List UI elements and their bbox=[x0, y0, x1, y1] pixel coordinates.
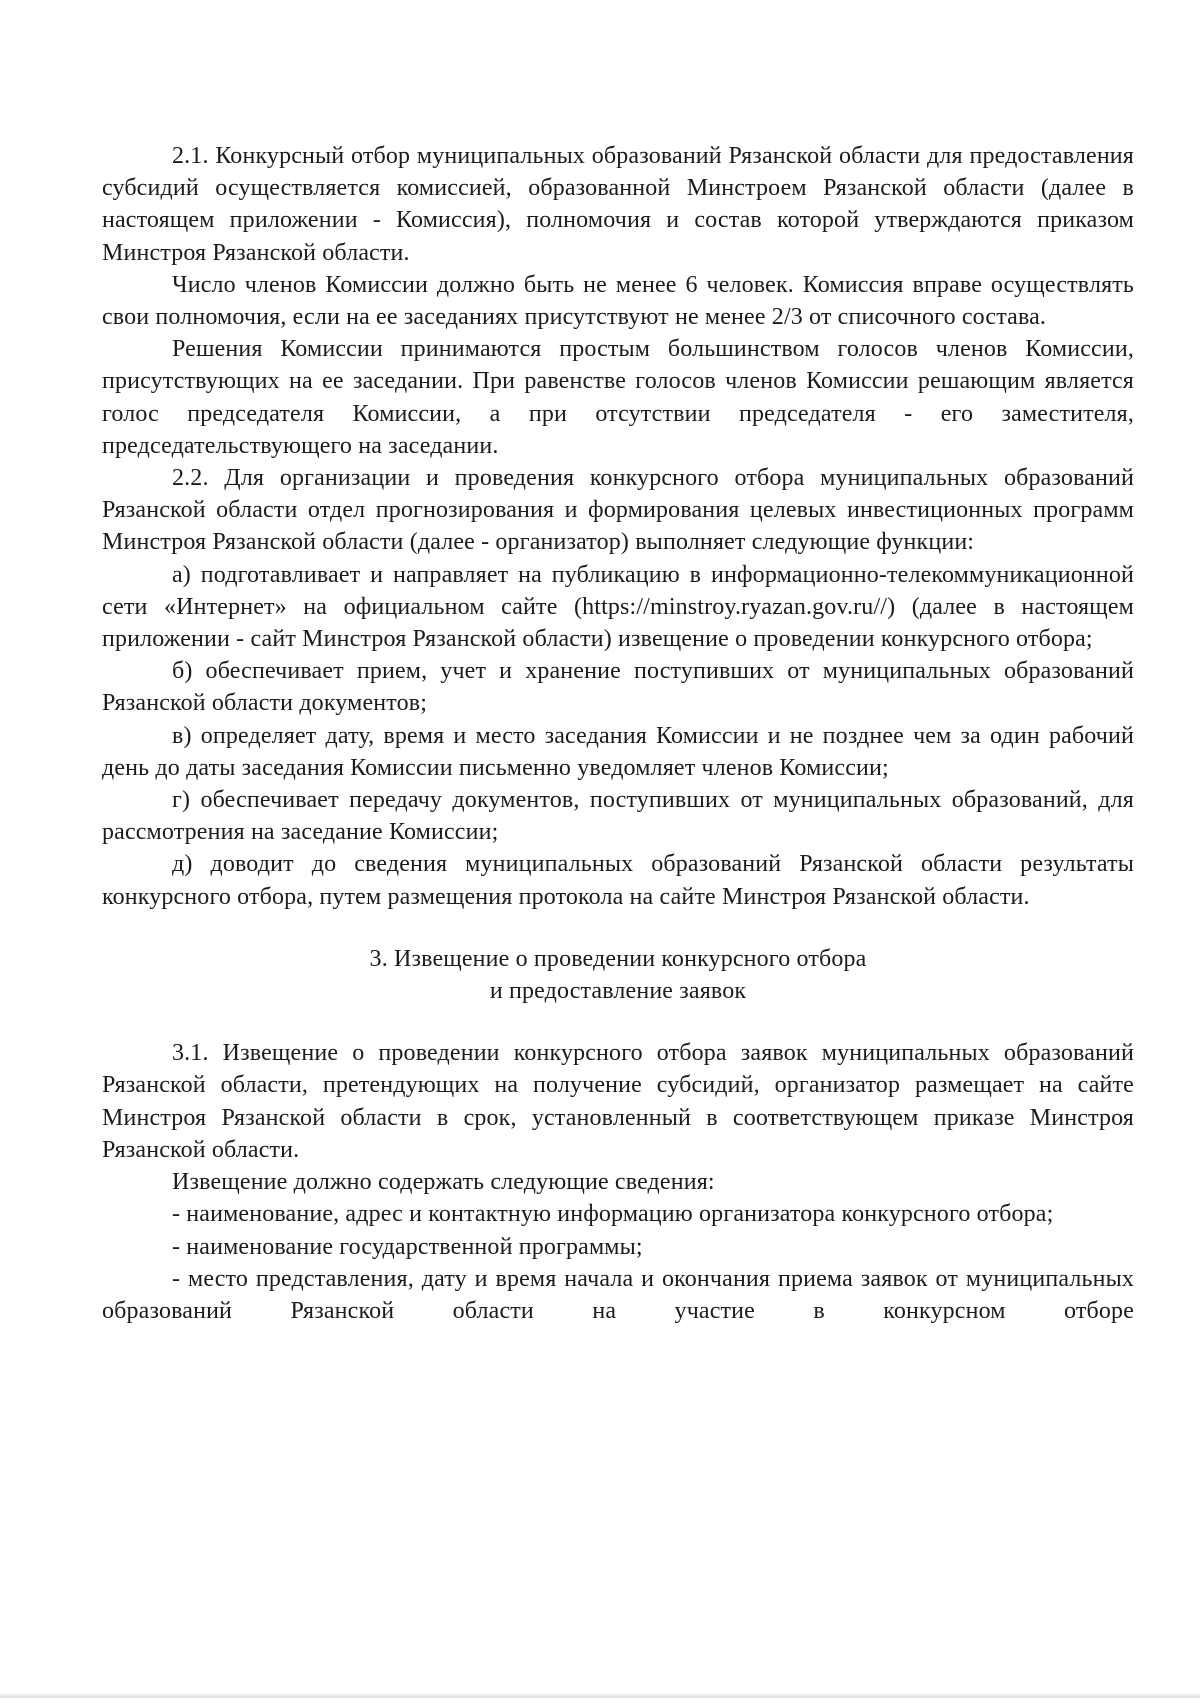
paragraph-3-1: 3.1. Извещение о проведении конкурсного отбора заявок муниципальных образований Рязанской области, претендующих на получение субсидий, организатор размещает на сайте Минстроя Рязанской области в срок, установленный в соответствующем приказе Минстроя Рязанской области. bbox=[102, 1040, 1134, 1163]
paragraph-2-2: 2.2. Для организации и проведения конкурсного отбора муниципальных образований Рязанской области отдел прогнозирования и формирования целевых инвестиционных программ Минстроя Рязанской области (далее - организатор) выполняет следующие функции: bbox=[102, 465, 1134, 556]
list-item-organizer-info: - наименование, адрес и контактную информацию организатора конкурсного отбора; bbox=[172, 1201, 1054, 1228]
list-item-a: а) подготавливает и направляет на публикацию в информационно-телекоммуникационной сети «Интернет» на официальном сайте (https://minstroy.ryazan.gov.ru//) (далее в настоящем приложении - сайт Минстроя Рязанской области) извещение о проведении конкурсного отбора; bbox=[102, 561, 1134, 653]
list-item-submission-place: - место представления, дату и время начала и окончания приема заявок от муниципальных образований Рязанской области на участие в конкурсном отборе bbox=[102, 1265, 1134, 1324]
paragraph-commission-decisions: Решения Комиссии принимаются простым большинством голосов членов Комиссии, присутствующих на ее заседании. При равенстве голосов членов Комиссии решающим является голос председателя Комиссии, а при отсутствии председателя - его заместителя, председательствующего на заседании. bbox=[102, 336, 1134, 459]
paragraph-commission-members: Число членов Комиссии должно быть не менее 6 человек. Комиссия вправе осуществлять свои полномочия, если на ее заседаниях присутствуют не менее 2/3 от списочного состава. bbox=[102, 271, 1134, 331]
document-body bbox=[102, 140, 1134, 1327]
list-item-b: б) обеспечивает прием, учет и хранение поступивших от муниципальных образований Рязанской области документов; bbox=[102, 658, 1134, 717]
list-item-v: в) определяет дату, время и место заседания Комиссии и не позднее чем за один рабочий день до даты заседания Комиссии письменно уведомляет членов Комиссии; bbox=[102, 722, 1134, 781]
list-item-d: д) доводит до сведения муниципальных образований Рязанской области результаты конкурсного отбора, путем размещения протокола на сайте Минстроя Рязанской области. bbox=[102, 851, 1134, 910]
list-item-program-name: - наименование государственной программы; bbox=[172, 1233, 643, 1260]
section-3-heading bbox=[102, 943, 1134, 1007]
paragraph-2-1: 2.1. Конкурсный отбор муниципальных образований Рязанской области для предоставления субсидий осуществляется комиссией, образованной Минстроем Рязанской области (далее в настоящем приложении - Комиссия), полномочия и состав которой утверждаются приказом Минстроя Рязанской области. bbox=[102, 143, 1134, 266]
page-bottom-edge bbox=[0, 1694, 1200, 1698]
section-3-heading-line1: 3. Извещение о проведении конкурсного отбора bbox=[369, 945, 867, 972]
section-3-heading-line2: и предоставление заявок bbox=[489, 978, 747, 1005]
paragraph-notice-contents: Извещение должно содержать следующие сведения: bbox=[172, 1169, 715, 1196]
list-item-g: г) обеспечивает передачу документов, поступивших от муниципальных образований, для рассмотрения на заседание Комиссии; bbox=[102, 787, 1134, 846]
